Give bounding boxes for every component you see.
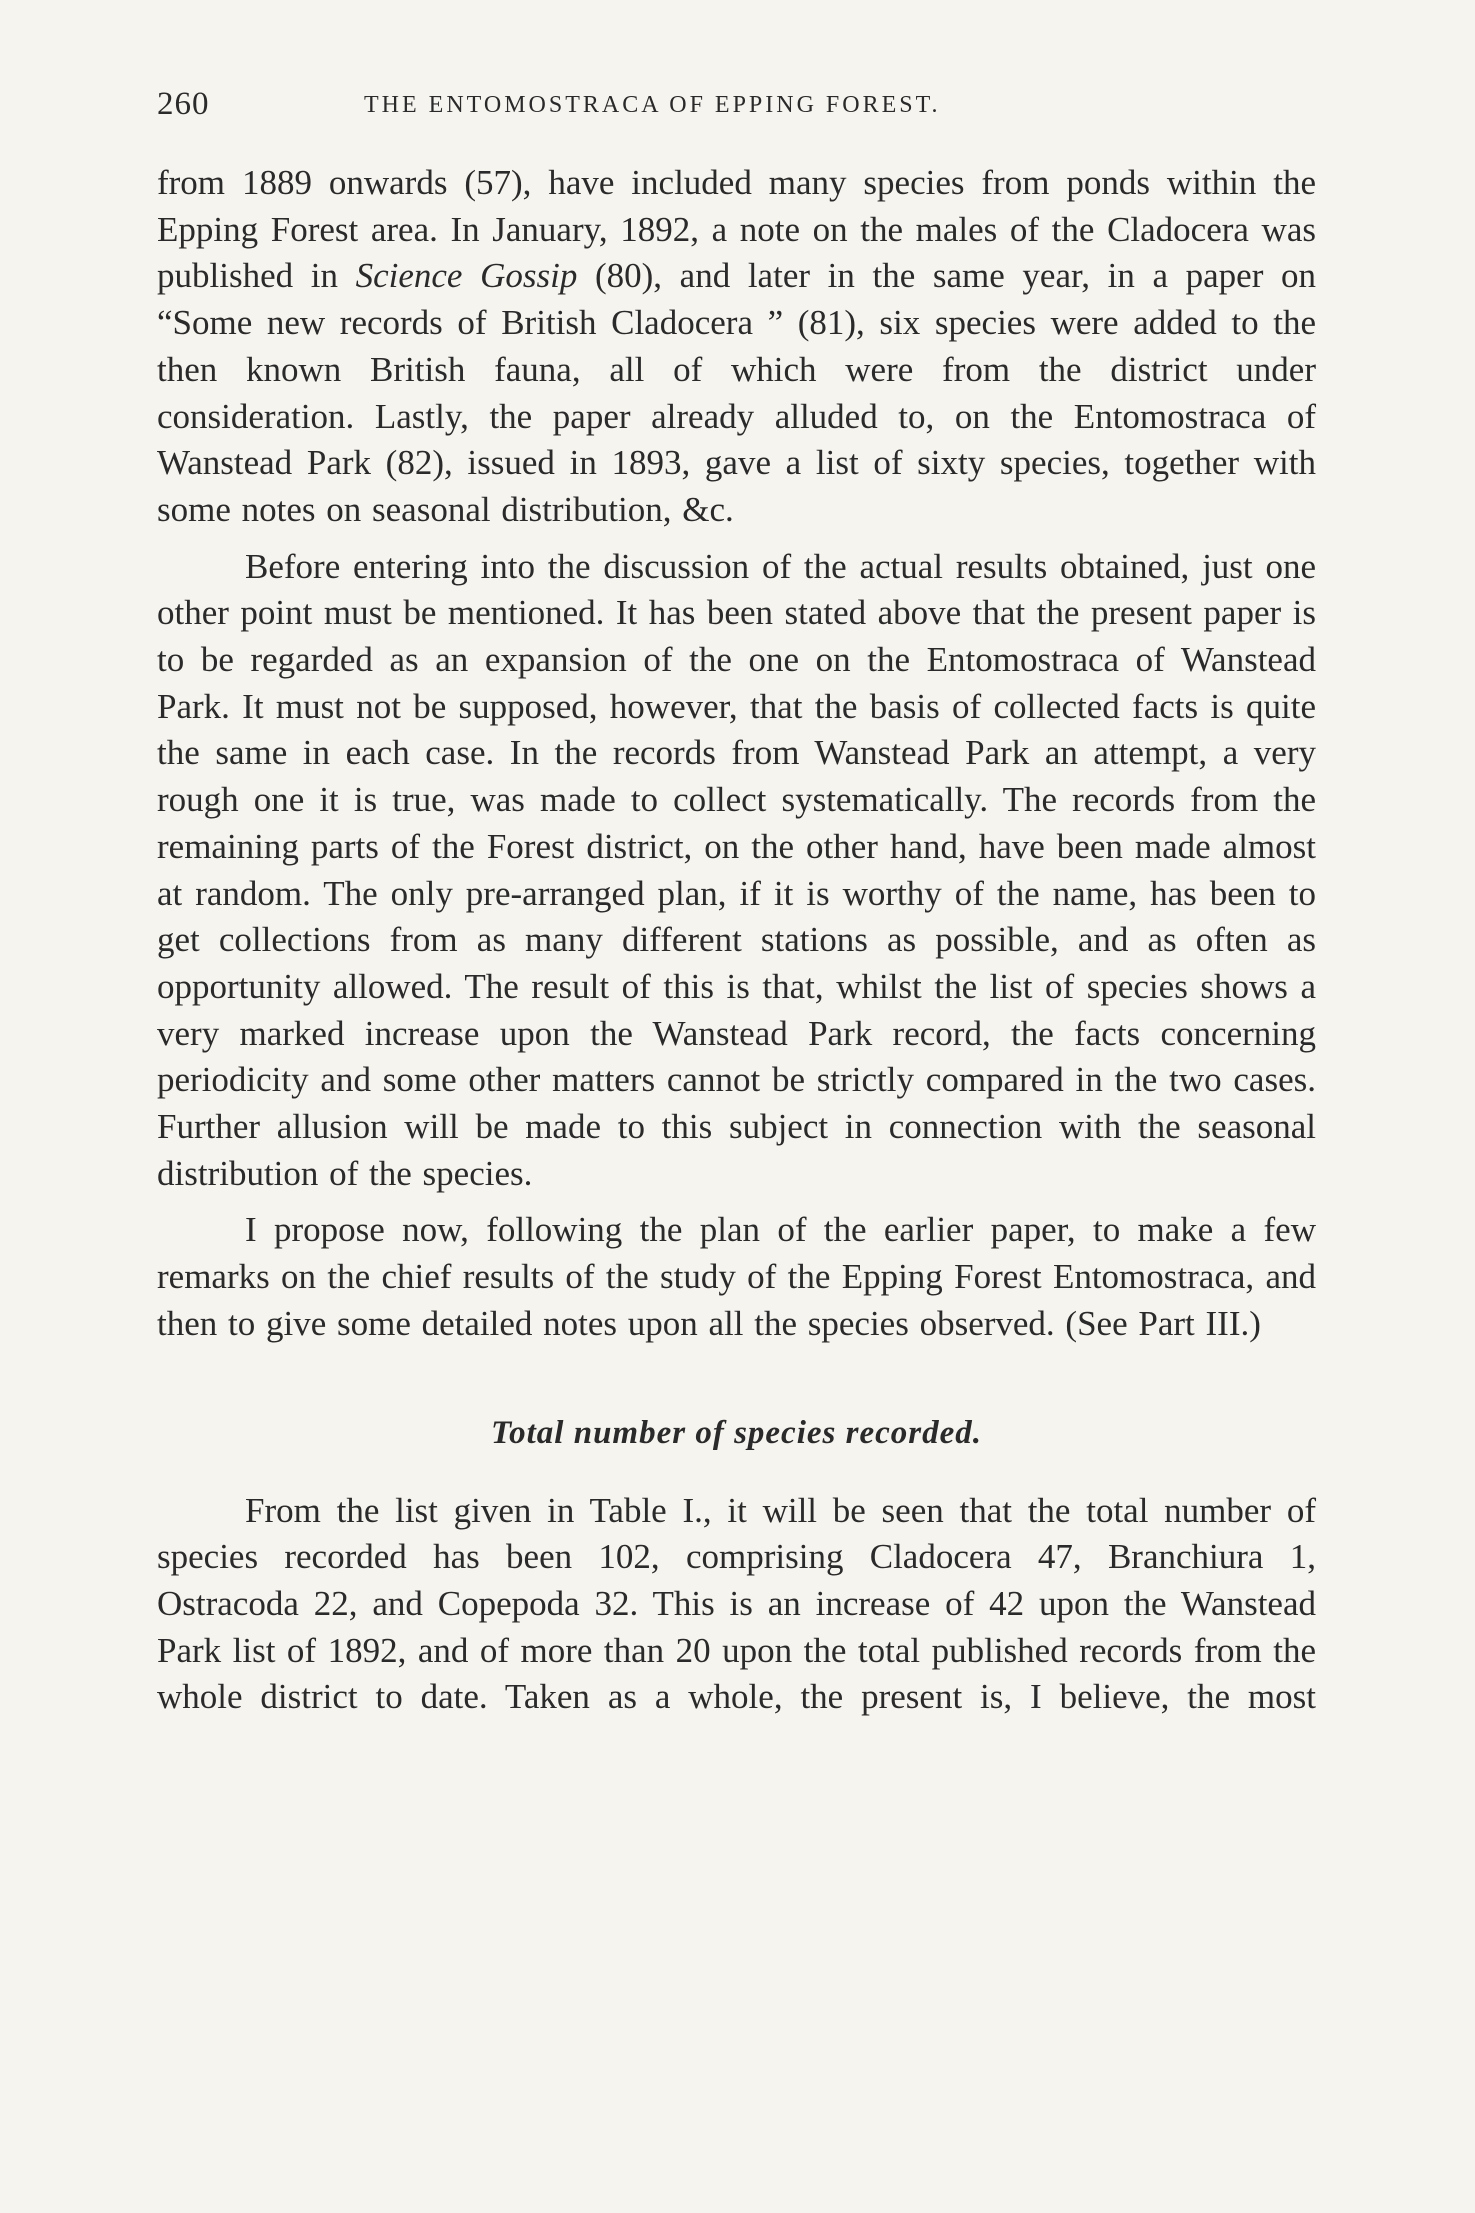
page-number: 260 — [157, 86, 210, 122]
paragraph: I propose now, following the plan of the earlier paper, to make a few remarks on the chief results of the study of the Epping Forest Entomostraca, and then to give some detailed notes upon all the species observed. (See Part III.) — [157, 1210, 1316, 1343]
paragraph: Before entering into the discussion of the actual results obtained, just one other point must be mentioned. It has been stated above that the present paper is to be regarded as an expansion of the one on the Entomostraca of Wanstead Park. It must not be supposed, however, that the basis of collected facts is quite the same in each case. In the records from Wanstead Park an attempt, a very rough one it is true, was made to collect systematically. The records from the remaining parts of the Forest district, on the other hand, have been made almost at random. The only pre-arranged plan, if it is worthy of the name, has been to get collections from as many different stations as possible, and as often as opportunity allowed. The result of this is that, whilst the list of species shows a very marked increase upon the Wanstead Park record, the facts concerning periodicity and some other matters cannot be strictly compared in the two cases. Further allusion will be made to this subject in connection with the seasonal distribution of the species. — [157, 546, 1316, 1193]
section-heading: Total number of species recorded. — [491, 1414, 982, 1451]
body-text — [157, 160, 1316, 1721]
journal-title: Science Gossip — [355, 256, 578, 296]
paragraph-text: from 1889 onwards (57), have included many species from ponds within the Epping Forest area. In January, 1892, a note on the males of the Cladocera was published in — [157, 163, 1316, 296]
paragraph-text: (80), and later in the same year, in a paper on “Some new records of British Cladocera ” (81), six species were added to the then known British fauna, all of which were from the district under consideration. Lastly, the paper already alluded to, on the Entomostraca of Wanstead Park (82), issued in 1893, gave a list of sixty species, together with some notes on seasonal distribution, &c. — [157, 256, 1317, 529]
paragraph-continued — [157, 160, 1316, 534]
running-title: THE ENTOMOSTRACA OF EPPING FOREST. — [364, 92, 941, 118]
section-paragraph: From the list given in Table I., it will be seen that the total number of species recorded has been 102, comprising Cladocera 47, Branchiura 1, Ostracoda 22, and Copepoda 32. This is an increase of 42 upon the Wanstead Park list of 1892, and of more than 20 upon the total published records from the whole district to date. Taken as a whole, the present is, I believe, the most — [157, 1490, 1316, 1717]
running-head — [157, 86, 1316, 126]
